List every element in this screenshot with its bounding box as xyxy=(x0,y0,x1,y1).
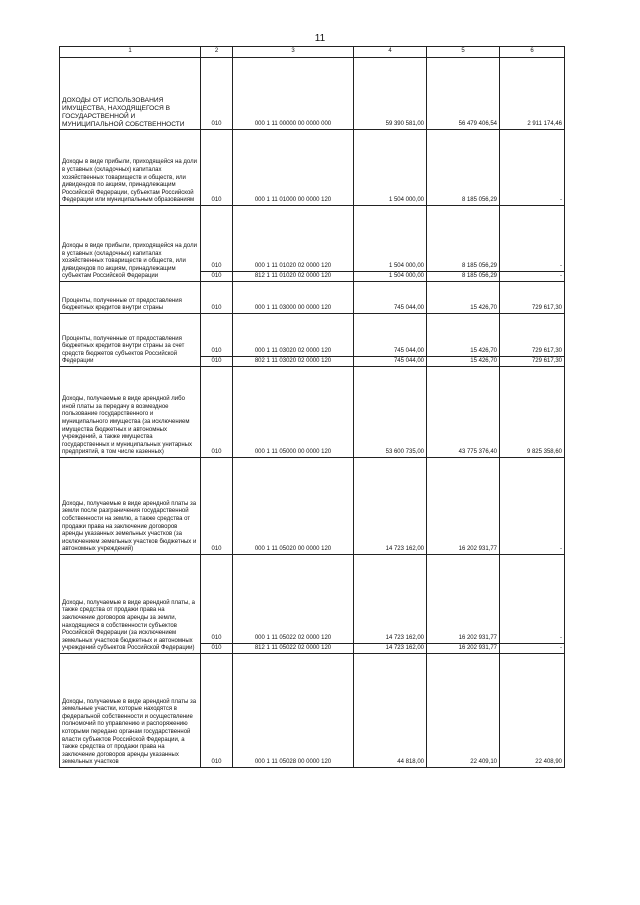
column-header: 6 xyxy=(500,47,565,58)
row-name: Доходы, получаемые в виде арендной либо иной платы за передачу в возмездное пользование государственного и муниципального имущества (за исключением имущества бюджетных и автономных учреждений, а также имущества государственных и муниципальных унитарных предприятий, в том числе казенных) xyxy=(60,367,201,458)
value-col5: 8 185 056,29 xyxy=(427,130,500,206)
row-name: Проценты, полученные от предоставления бюджетных кредитов внутри страны xyxy=(60,282,201,314)
line-code: 010 xyxy=(201,654,233,768)
budget-code: 000 1 11 01020 02 0000 120 xyxy=(233,206,354,272)
budget-code: 812 1 11 05022 02 0000 120 xyxy=(233,644,354,654)
value-col5: 16 202 931,77 xyxy=(427,555,500,644)
row-name: ДОХОДЫ ОТ ИСПОЛЬЗОВАНИЯ ИМУЩЕСТВА, НАХОДЯЩЕГОСЯ В ГОСУДАРСТВЕННОЙ И МУНИЦИПАЛЬНОЙ СОБСТВЕННОСТИ xyxy=(60,58,201,130)
budget-code: 000 1 11 03020 02 0000 120 xyxy=(233,314,354,357)
value-col4: 1 504 000,00 xyxy=(354,130,427,206)
value-col4: 745 044,00 xyxy=(354,282,427,314)
value-col4: 14 723 162,00 xyxy=(354,458,427,555)
column-header: 3 xyxy=(233,47,354,58)
table-header-row xyxy=(60,47,565,58)
budget-code: 812 1 11 01020 02 0000 120 xyxy=(233,272,354,282)
value-col4: 745 044,00 xyxy=(354,357,427,367)
budget-code: 000 1 11 05028 00 0000 120 xyxy=(233,654,354,768)
budget-code: 000 1 11 03000 00 0000 120 xyxy=(233,282,354,314)
table-row xyxy=(60,654,565,768)
value-col4: 1 504 000,00 xyxy=(354,272,427,282)
budget-code: 000 1 11 05022 02 0000 120 xyxy=(233,555,354,644)
value-col5: 56 479 406,54 xyxy=(427,58,500,130)
value-col6: 22 408,90 xyxy=(500,654,565,768)
table-row xyxy=(60,555,565,644)
value-col4: 1 504 000,00 xyxy=(354,206,427,272)
row-name: Доходы в виде прибыли, приходящейся на доли в уставных (складочных) капиталах хозяйственных товариществ и обществ, или дивидендов по акциям, принадлежащим субъектам Российской Федерации xyxy=(60,206,201,282)
row-name: Проценты, полученные от предоставления бюджетных кредитов внутри страны за счет средств бюджетов субъектов Российской Федерации xyxy=(60,314,201,367)
column-header: 4 xyxy=(354,47,427,58)
value-col5: 15 426,70 xyxy=(427,314,500,357)
budget-code: 802 1 11 03020 02 0000 120 xyxy=(233,357,354,367)
value-col6: - xyxy=(500,555,565,644)
line-code: 010 xyxy=(201,58,233,130)
line-code: 010 xyxy=(201,458,233,555)
table-row xyxy=(60,314,565,357)
value-col5: 22 409,10 xyxy=(427,654,500,768)
value-col5: 8 185 056,29 xyxy=(427,272,500,282)
value-col4: 44 818,00 xyxy=(354,654,427,768)
line-code: 010 xyxy=(201,555,233,644)
line-code: 010 xyxy=(201,357,233,367)
line-code: 010 xyxy=(201,367,233,458)
value-col6: - xyxy=(500,644,565,654)
value-col6: - xyxy=(500,206,565,272)
value-col6: 2 911 174,46 xyxy=(500,58,565,130)
line-code: 010 xyxy=(201,644,233,654)
column-header: 1 xyxy=(60,47,201,58)
value-col6: 9 825 358,60 xyxy=(500,367,565,458)
line-code: 010 xyxy=(201,282,233,314)
value-col6: 729 617,30 xyxy=(500,357,565,367)
column-header: 5 xyxy=(427,47,500,58)
budget-code: 000 1 11 05000 00 0000 120 xyxy=(233,367,354,458)
row-name: Доходы, получаемые в виде арендной платы, а также средства от продажи права на заключение договоров аренды за земли, находящиеся в собственности субъектов Российской Федерации (за исключением земельных участков бюджетных и автономных учреждений субъектов Российской Федерации) xyxy=(60,555,201,654)
value-col5: 43 775 376,40 xyxy=(427,367,500,458)
table-row xyxy=(60,458,565,555)
budget-code: 000 1 11 01000 00 0000 120 xyxy=(233,130,354,206)
value-col6: 729 617,30 xyxy=(500,282,565,314)
table-row xyxy=(60,130,565,206)
budget-code: 000 1 11 00000 00 0000 000 xyxy=(233,58,354,130)
table-row xyxy=(60,367,565,458)
column-header: 2 xyxy=(201,47,233,58)
table-row xyxy=(60,58,565,130)
table-row xyxy=(60,206,565,272)
row-name: Доходы в виде прибыли, приходящейся на доли в уставных (складочных) капиталах хозяйственных товариществ и обществ, или дивидендов по акциям, принадлежащим Российской Федерации, субъектам Российской Федерации или муниципальным образованиям xyxy=(60,130,201,206)
value-col4: 14 723 162,00 xyxy=(354,555,427,644)
value-col4: 14 723 162,00 xyxy=(354,644,427,654)
value-col5: 15 426,70 xyxy=(427,282,500,314)
revenue-table xyxy=(59,46,565,768)
row-name: Доходы, получаемые в виде арендной платы за земли после разграничения государственной собственности на землю, а также средства от продажи права на заключение договоров аренды указанных земельных участков (за исключением земельных участков бюджетных и автономных учреждений) xyxy=(60,458,201,555)
budget-code: 000 1 11 05020 00 0000 120 xyxy=(233,458,354,555)
table-row xyxy=(60,282,565,314)
line-code: 010 xyxy=(201,314,233,357)
value-col4: 59 390 581,00 xyxy=(354,58,427,130)
value-col5: 8 185 056,29 xyxy=(427,206,500,272)
row-name: Доходы, получаемые в виде арендной платы за земельные участки, которые находятся в федеральной собственности и осуществление полномочий по управлению и распоряжению которыми передано органам государственной власти субъектов Российской Федерации, а также средства от продажи права на заключение договоров аренды указанных земельных участков xyxy=(60,654,201,768)
value-col6: - xyxy=(500,130,565,206)
value-col5: 16 202 931,77 xyxy=(427,644,500,654)
value-col5: 16 202 931,77 xyxy=(427,458,500,555)
page-number: 11 xyxy=(314,33,326,44)
line-code: 010 xyxy=(201,130,233,206)
line-code: 010 xyxy=(201,272,233,282)
value-col5: 15 426,70 xyxy=(427,357,500,367)
value-col6: - xyxy=(500,458,565,555)
line-code: 010 xyxy=(201,206,233,272)
value-col4: 53 600 735,00 xyxy=(354,367,427,458)
value-col4: 745 044,00 xyxy=(354,314,427,357)
value-col6: - xyxy=(500,272,565,282)
value-col6: 729 617,30 xyxy=(500,314,565,357)
